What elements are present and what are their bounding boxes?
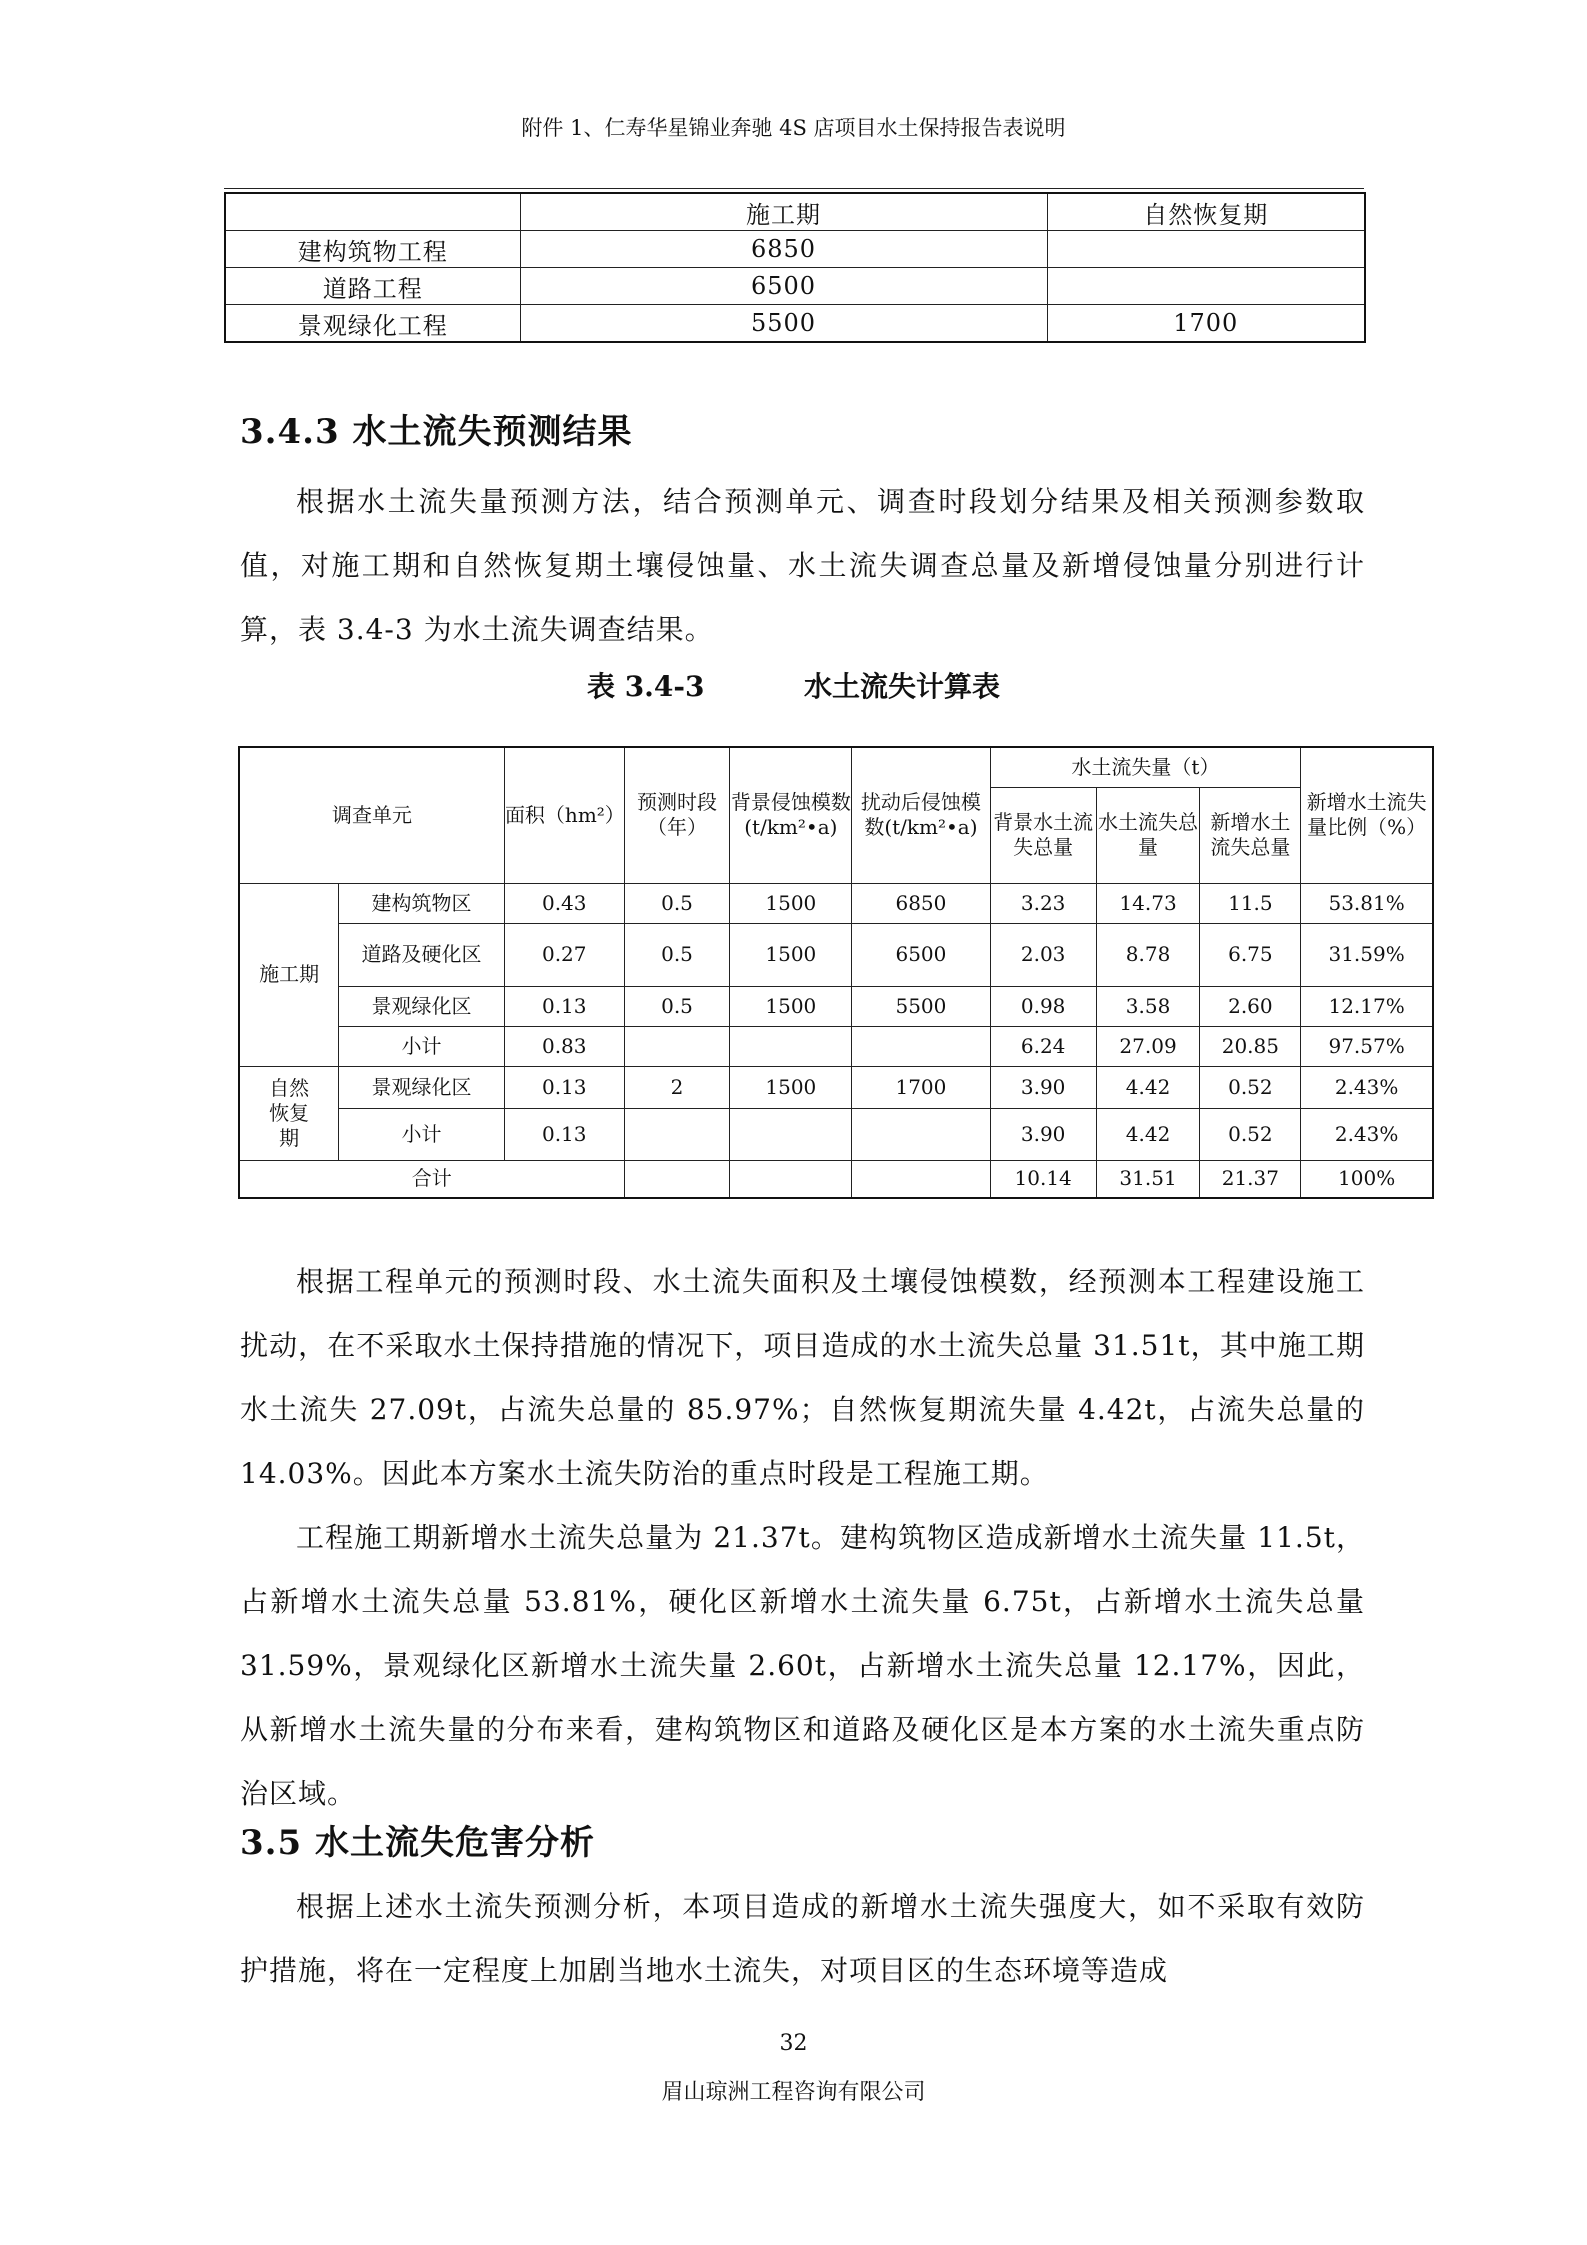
table-cell: 5500 <box>520 305 1047 343</box>
paragraph-analysis-1: 根据工程单元的预测时段、水土流失面积及土壤侵蚀模数，经预测本工程建设施工扰动，在不采取水土保持措施的情况下，项目造成的水土流失总量 31.51t，其中施工期水土流失 27.09t，占流失总量的 85.97%；自然恢复期流失量 4.42t，占流失总量的 14.03%。因此本方案水土流失防治的重点时段是工程施工期。 <box>240 1265 1365 1490</box>
table-cell: 31.59% <box>1301 923 1433 986</box>
table-header-cell: 面积（hm²） <box>504 747 624 883</box>
table-cell: 2.43% <box>1301 1066 1433 1108</box>
table-cell: 0.98 <box>990 986 1096 1026</box>
paragraph-3-4-3: 根据水土流失量预测方法，结合预测单元、调查时段划分结果及相关预测参数取值，对施工期和自然恢复期土壤侵蚀量、水土流失调查总量及新增侵蚀量分别进行计算，表 3.4-3 为水土流失调查结果。 <box>240 485 1365 646</box>
paragraph-analysis-2: 工程施工期新增水土流失总量为 21.37t。建构筑物区造成新增水土流失量 11.5t，占新增水土流失总量 53.81%，硬化区新增水土流失量 6.75t，占新增水土流失总量 31.59%，景观绿化区新增水土流失量 2.60t，占新增水土流失总量 12.17%，因此，从新增水土流失量的分布来看，建构筑物区和道路及硬化区是本方案的水土流失重点防治区域。 <box>240 1521 1365 1810</box>
table-cell: 1700 <box>1047 305 1365 343</box>
table-cell: 6500 <box>852 923 990 986</box>
table-cell: 0.5 <box>624 923 730 986</box>
table-cell: 20.85 <box>1200 1026 1301 1066</box>
table-header-cell: 背景侵蚀模数(t/km²•a) <box>730 747 852 883</box>
table-row <box>239 1066 1433 1108</box>
table-cell: 2.43% <box>1301 1108 1433 1160</box>
table-cell: 0.83 <box>504 1026 624 1066</box>
table-cell <box>1047 231 1365 268</box>
section-heading-3-5: 3.5 水土流失危害分析 <box>240 1823 595 1863</box>
table-cell: 0.13 <box>504 1108 624 1160</box>
table-cell: 11.5 <box>1200 883 1301 923</box>
table-cell <box>624 1160 730 1198</box>
table-cell: 0.52 <box>1200 1066 1301 1108</box>
table-row <box>239 923 1433 986</box>
table-row <box>239 1108 1433 1160</box>
table-cell: 3.23 <box>990 883 1096 923</box>
table-cell <box>1047 268 1365 305</box>
table-cell: 1500 <box>730 923 852 986</box>
table-cell: 5500 <box>852 986 990 1026</box>
table-group-cell: 施工期 <box>239 883 339 1066</box>
table-cell: 3.90 <box>990 1066 1096 1108</box>
table-header-cell: 扰动后侵蚀模数(t/km²•a) <box>852 747 990 883</box>
table-cell: 景观绿化工程 <box>225 305 520 343</box>
table-header-cell: 施工期 <box>520 193 1047 231</box>
table-header-cell: 新增水土流失总量 <box>1200 787 1301 883</box>
table-cell: 10.14 <box>990 1160 1096 1198</box>
table-cell: 6500 <box>520 268 1047 305</box>
table-cell: 27.09 <box>1096 1026 1200 1066</box>
table-cell: 3.90 <box>990 1108 1096 1160</box>
table-cell <box>852 1160 990 1198</box>
table-cell: 建构筑物工程 <box>225 231 520 268</box>
table-cell: 2.03 <box>990 923 1096 986</box>
table-header-cell: 水土流失量（t） <box>990 747 1301 787</box>
table-cell: 景观绿化区 <box>339 986 505 1026</box>
table-cell: 2 <box>624 1066 730 1108</box>
table-cell: 0.13 <box>504 1066 624 1108</box>
table-cell <box>624 1026 730 1066</box>
table-total-label: 合计 <box>239 1160 624 1198</box>
table-cell: 0.5 <box>624 883 730 923</box>
table-cell: 道路工程 <box>225 268 520 305</box>
table-row <box>225 193 1365 231</box>
table-cell: 0.5 <box>624 986 730 1026</box>
table-cell: 建构筑物区 <box>339 883 505 923</box>
table-cell <box>624 1108 730 1160</box>
table-header-cell: 背景水土流失总量 <box>990 787 1096 883</box>
table-group-cell: 自然恢复期 <box>239 1066 339 1160</box>
table-cell: 0.43 <box>504 883 624 923</box>
table-cell: 1700 <box>852 1066 990 1108</box>
table-cell <box>730 1108 852 1160</box>
table-cell: 31.51 <box>1096 1160 1200 1198</box>
table-cell: 8.78 <box>1096 923 1200 986</box>
table-cell: 3.58 <box>1096 986 1200 1026</box>
table-row <box>239 986 1433 1026</box>
table-header-cell: 自然恢复期 <box>1047 193 1365 231</box>
table-row <box>225 231 1365 268</box>
table-header-cell <box>225 193 520 231</box>
table-cell: 97.57% <box>1301 1026 1433 1066</box>
table-cell <box>852 1108 990 1160</box>
table-cell: 1500 <box>730 883 852 923</box>
table-caption-title: 水土流失计算表 <box>804 670 1001 703</box>
page-number: 32 <box>779 2031 808 2056</box>
table-row <box>225 305 1365 343</box>
table-cell: 12.17% <box>1301 986 1433 1026</box>
paragraph-3-5: 根据上述水土流失预测分析，本项目造成的新增水土流失强度大，如不采取有效防护措施，将在一定程度上加剧当地水土流失，对项目区的生态环境等造成 <box>240 1890 1365 1987</box>
table-cell: 景观绿化区 <box>339 1066 505 1108</box>
table-cell: 6.75 <box>1200 923 1301 986</box>
table-cell: 53.81% <box>1301 883 1433 923</box>
table-cell: 4.42 <box>1096 1066 1200 1108</box>
table-caption-number: 表 3.4-3 <box>586 670 705 703</box>
table-cell: 0.27 <box>504 923 624 986</box>
table-soil-loss <box>238 746 1434 1199</box>
table-cell: 4.42 <box>1096 1108 1200 1160</box>
table-row <box>239 1026 1433 1066</box>
page-footer-company: 眉山琼洲工程咨询有限公司 <box>661 2080 926 2105</box>
table-cell <box>730 1160 852 1198</box>
table-header-cell: 预测时段（年） <box>624 747 730 883</box>
table-cell: 2.60 <box>1200 986 1301 1026</box>
section-heading-3-4-3: 3.4.3 水土流失预测结果 <box>240 412 633 452</box>
table-row <box>239 1160 1433 1198</box>
table-caption <box>0 665 1587 705</box>
header-rule <box>224 188 1364 189</box>
table-header-cell: 水土流失总量 <box>1096 787 1200 883</box>
table-cell: 21.37 <box>1200 1160 1301 1198</box>
table-header-cell: 新增水土流失量比例（%） <box>1301 747 1433 883</box>
table-header-cell: 调查单元 <box>239 747 504 883</box>
page-header: 附件 1、仁寿华星锦业奔驰 4S 店项目水土保持报告表说明 <box>521 116 1066 140</box>
table-cell: 小计 <box>339 1026 505 1066</box>
table-cell <box>730 1026 852 1066</box>
table-cell: 1500 <box>730 986 852 1026</box>
table-row <box>239 747 1433 787</box>
table-cell: 道路及硬化区 <box>339 923 505 986</box>
table-cell <box>852 1026 990 1066</box>
table-cell: 6850 <box>852 883 990 923</box>
table-cell: 14.73 <box>1096 883 1200 923</box>
table-cell: 小计 <box>339 1108 505 1160</box>
table-cell: 0.13 <box>504 986 624 1026</box>
table-modulus <box>224 192 1366 343</box>
table-cell: 1500 <box>730 1066 852 1108</box>
table-row <box>239 883 1433 923</box>
table-cell: 0.52 <box>1200 1108 1301 1160</box>
table-row <box>225 268 1365 305</box>
table-cell: 100% <box>1301 1160 1433 1198</box>
table-cell: 6.24 <box>990 1026 1096 1066</box>
table-cell: 6850 <box>520 231 1047 268</box>
